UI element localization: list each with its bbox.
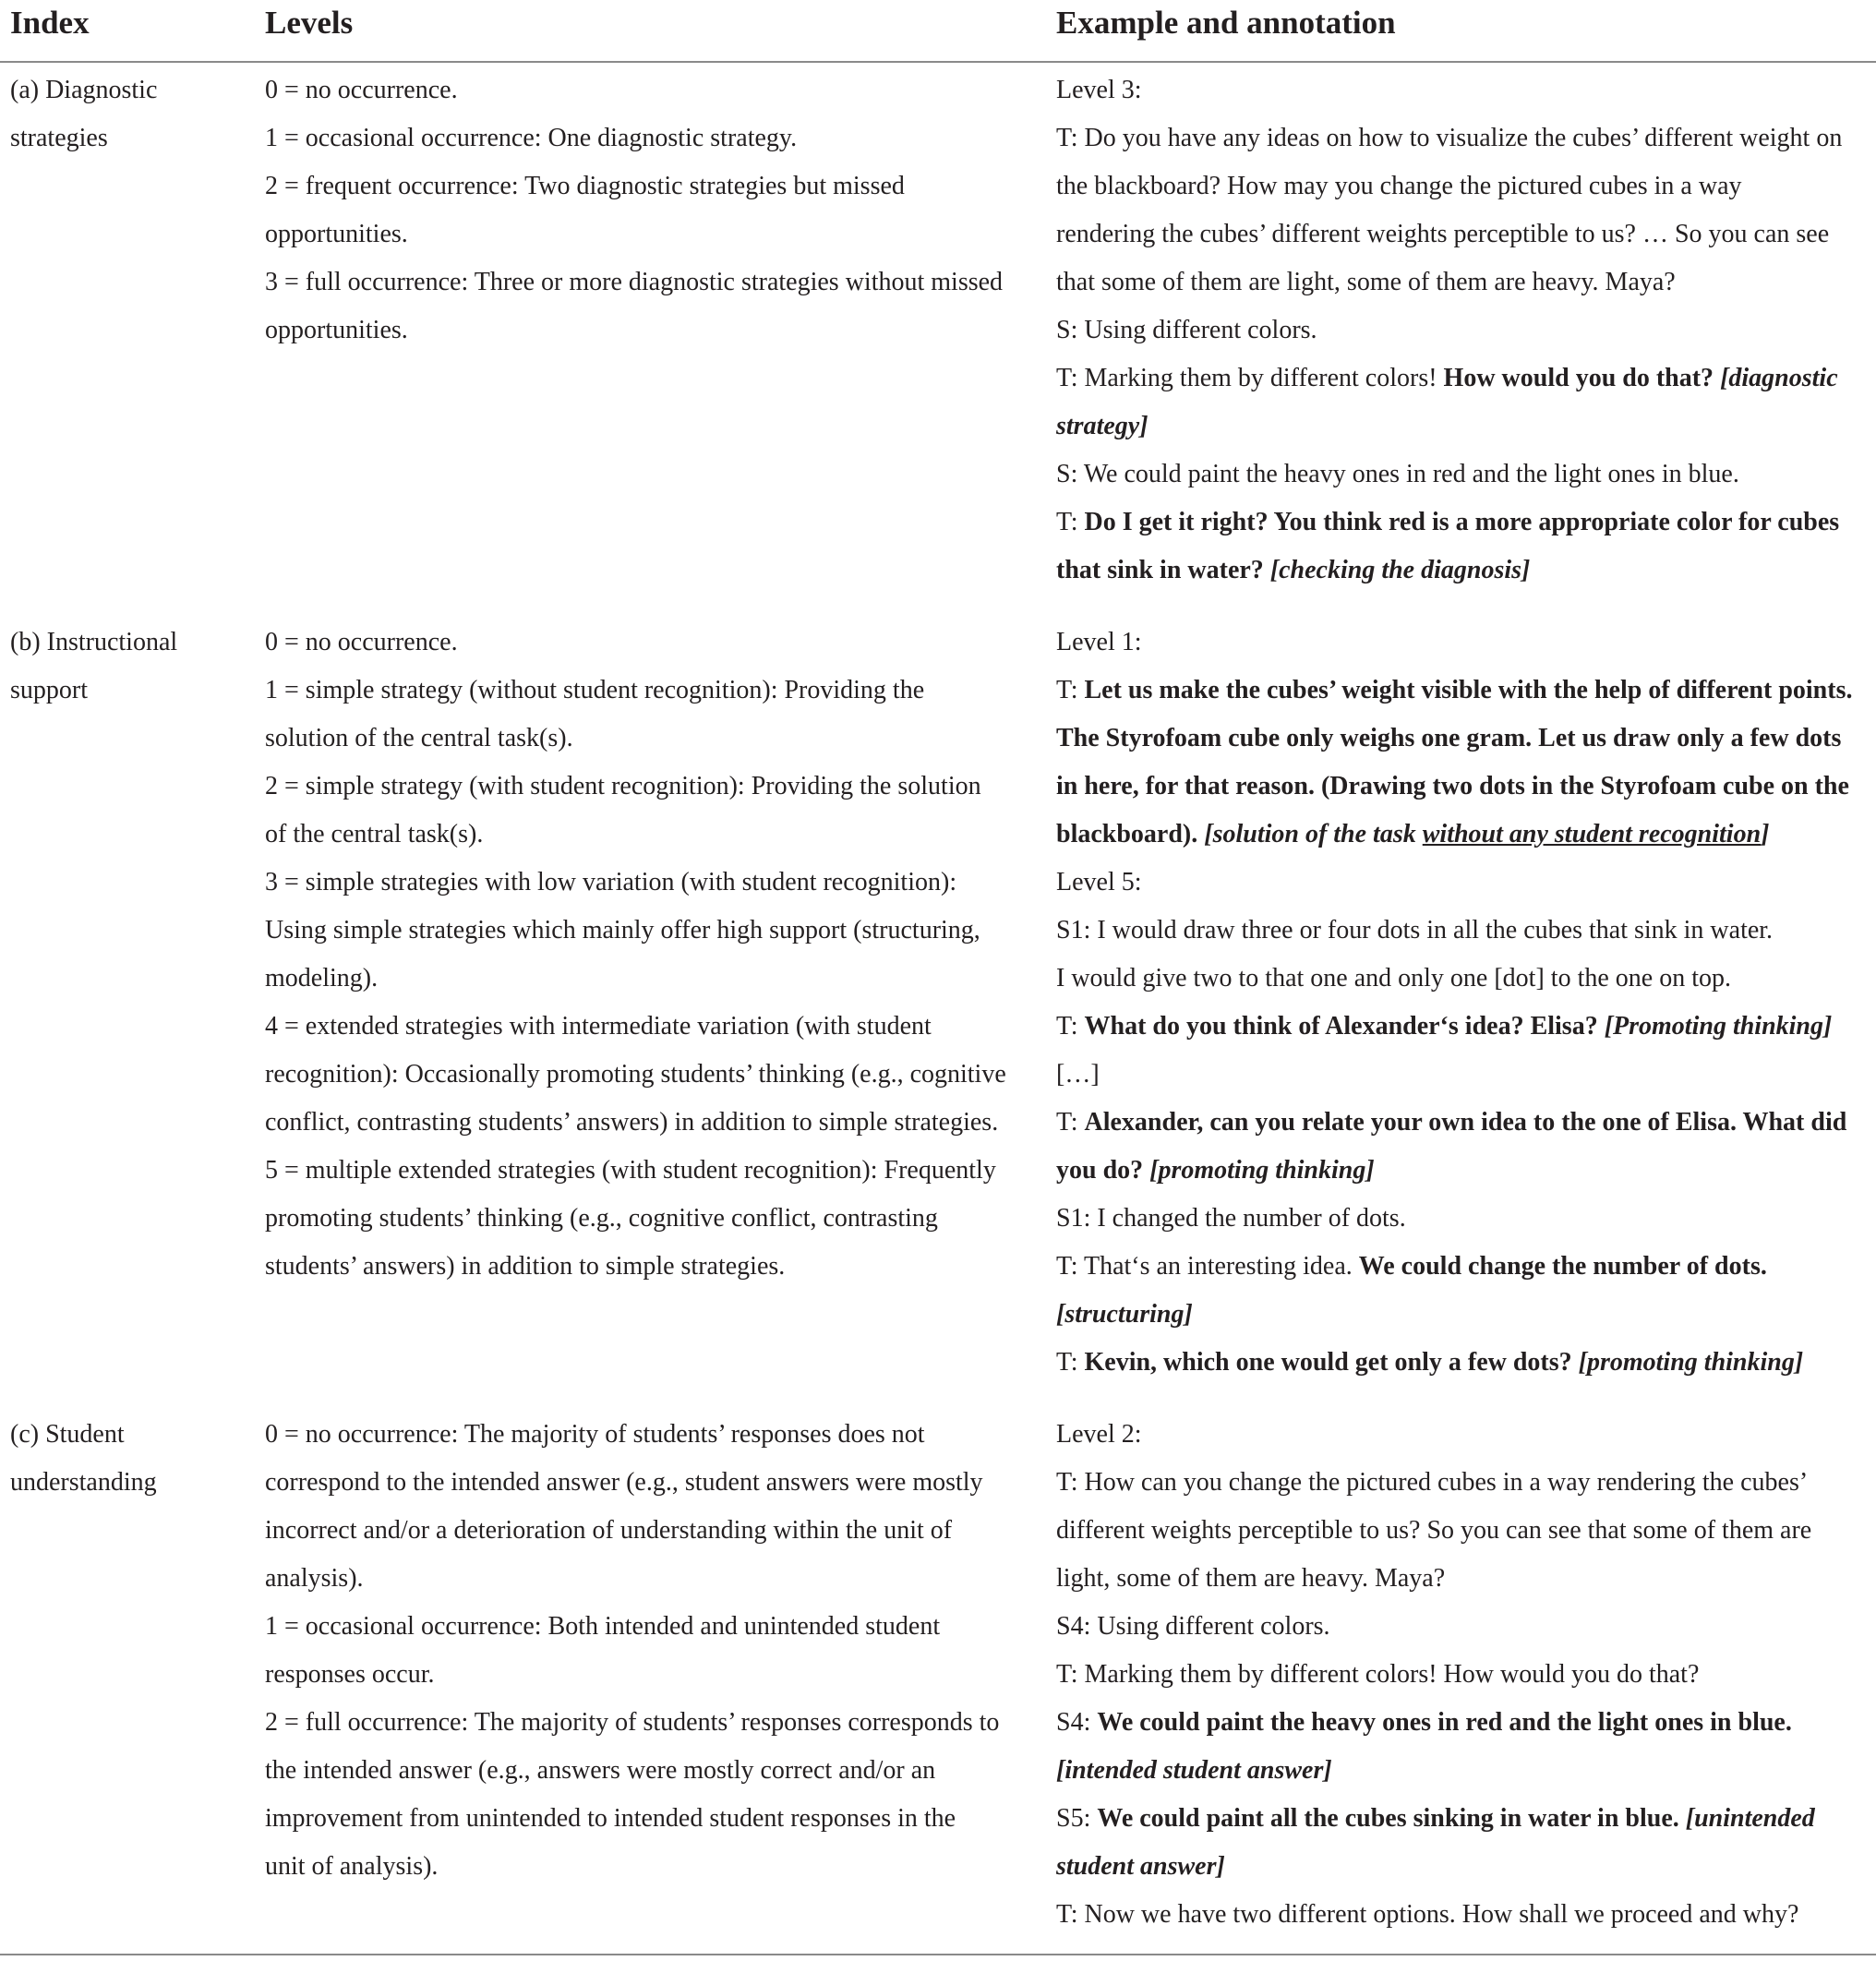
index-cell bbox=[10, 66, 241, 162]
example-line bbox=[1056, 1507, 1873, 1555]
text-segment: you do? bbox=[1056, 1156, 1150, 1185]
example-line bbox=[1056, 763, 1873, 811]
table-bottom-rule bbox=[0, 1954, 1876, 1955]
levels-line: 2 = frequent occurrence: Two diagnostic strategies but missed bbox=[265, 172, 905, 200]
example-line bbox=[1056, 1003, 1873, 1051]
text-segment: different weights perceptible to us? So you can see that some of them are bbox=[1056, 1516, 1812, 1545]
text-segment: [diagnostic bbox=[1720, 364, 1838, 392]
levels-cell bbox=[265, 1411, 1036, 1891]
example-line bbox=[1056, 1699, 1873, 1747]
levels-line: incorrect and/or a deterioration of understanding within the unit of bbox=[265, 1516, 953, 1545]
text-segment: We could paint the heavy ones in red and the light ones in blue. bbox=[1097, 1708, 1792, 1737]
levels-line: 4 = extended strategies with intermediate variation (with student bbox=[265, 1012, 932, 1041]
levels-line: solution of the central task(s). bbox=[265, 724, 573, 752]
example-line bbox=[1056, 955, 1873, 1003]
text-segment: T: bbox=[1056, 1108, 1085, 1137]
text-segment: S5: bbox=[1056, 1804, 1098, 1833]
levels-line: 2 = full occurrence: The majority of students’ responses corresponds to bbox=[265, 1708, 1000, 1737]
text-segment: The Styrofoam cube only weighs one gram. Let us draw only a few dots bbox=[1056, 724, 1842, 752]
text-segment: Let us make the cubes’ weight visible with the help of different points. bbox=[1084, 676, 1853, 704]
index-line: understanding bbox=[10, 1468, 157, 1497]
header-index: Index bbox=[10, 5, 90, 41]
index-line: (b) Instructional bbox=[10, 628, 178, 656]
header-example: Example and annotation bbox=[1056, 5, 1396, 41]
example-line bbox=[1056, 859, 1873, 907]
text-segment: I would give two to that one and only one [dot] to the one on top. bbox=[1056, 964, 1731, 993]
levels-line: opportunities. bbox=[265, 316, 408, 344]
example-line bbox=[1056, 1147, 1873, 1195]
index-line: support bbox=[10, 676, 88, 704]
example-cell bbox=[1056, 619, 1873, 1387]
text-segment: What do you think of Alexander‘s idea? Elisa? bbox=[1084, 1012, 1605, 1041]
example-line bbox=[1056, 1051, 1873, 1099]
text-segment: Level 5: bbox=[1056, 868, 1142, 896]
text-segment: T: bbox=[1056, 508, 1085, 536]
text-segment: T: That‘s an interesting idea. bbox=[1056, 1252, 1359, 1281]
index-line: strategies bbox=[10, 124, 108, 152]
example-line bbox=[1056, 1795, 1873, 1843]
text-segment: T: bbox=[1056, 676, 1085, 704]
index-line: (a) Diagnostic bbox=[10, 76, 158, 104]
levels-line: responses occur. bbox=[265, 1660, 435, 1689]
table-header bbox=[0, 0, 1876, 63]
levels-line: 5 = multiple extended strategies (with student recognition): Frequently bbox=[265, 1156, 996, 1185]
levels-line: 0 = no occurrence. bbox=[265, 628, 458, 656]
levels-line: the intended answer (e.g., answers were mostly correct and/or an bbox=[265, 1756, 936, 1785]
levels-line: unit of analysis). bbox=[265, 1852, 439, 1881]
index-cell bbox=[10, 619, 241, 715]
example-line bbox=[1056, 1291, 1873, 1339]
levels-line: opportunities. bbox=[265, 220, 408, 248]
text-segment: in here, for that reason. (Drawing two dots in the Styrofoam cube on the bbox=[1056, 772, 1849, 800]
text-segment: Level 1: bbox=[1056, 628, 1142, 656]
levels-line: analysis). bbox=[265, 1564, 364, 1593]
text-segment: T: Marking them by different colors! bbox=[1056, 364, 1444, 392]
text-segment: We could change the number of dots. bbox=[1358, 1252, 1767, 1281]
text-segment: T: Now we have two different options. How shall we proceed and why? bbox=[1056, 1900, 1799, 1929]
levels-line: modeling). bbox=[265, 964, 379, 993]
example-line bbox=[1056, 1099, 1873, 1147]
example-line bbox=[1056, 1555, 1873, 1603]
text-segment: S1: I changed the number of dots. bbox=[1056, 1204, 1406, 1233]
text-segment: Level 2: bbox=[1056, 1420, 1142, 1449]
text-segment: S: We could paint the heavy ones in red and the light ones in blue. bbox=[1056, 460, 1739, 488]
example-line bbox=[1056, 811, 1873, 859]
levels-line: students’ answers) in addition to simple strategies. bbox=[265, 1252, 786, 1281]
example-line bbox=[1056, 403, 1873, 451]
text-segment: T: Marking them by different colors! How would you do that? bbox=[1056, 1660, 1700, 1689]
levels-line: Using simple strategies which mainly offer high support (structuring, bbox=[265, 916, 980, 944]
text-segment: [promoting thinking] bbox=[1149, 1156, 1375, 1185]
levels-cell bbox=[265, 66, 1036, 355]
levels-line: 3 = full occurrence: Three or more diagnostic strategies without missed bbox=[265, 268, 1004, 296]
text-segment: S1: I would draw three or four dots in all the cubes that sink in water. bbox=[1056, 916, 1774, 944]
levels-cell bbox=[265, 619, 1036, 1291]
example-cell bbox=[1056, 1411, 1873, 1939]
example-line bbox=[1056, 307, 1873, 355]
example-line bbox=[1056, 1747, 1873, 1795]
example-line bbox=[1056, 667, 1873, 715]
example-line bbox=[1056, 1243, 1873, 1291]
text-segment: Do I get it right? You think red is a more appropriate color for cubes bbox=[1084, 508, 1840, 536]
example-line bbox=[1056, 211, 1873, 259]
text-segment: T: Do you have any ideas on how to visualize the cubes’ different weight on bbox=[1056, 124, 1843, 152]
levels-line: 1 = simple strategy (without student recognition): Providing the bbox=[265, 676, 925, 704]
example-line bbox=[1056, 355, 1873, 403]
text-segment: Kevin, which one would get only a few dots? bbox=[1084, 1348, 1579, 1377]
text-segment: without any student recognition bbox=[1422, 820, 1762, 848]
text-segment: [unintended bbox=[1685, 1804, 1815, 1833]
index-line: (c) Student bbox=[10, 1420, 125, 1449]
levels-line: correspond to the intended answer (e.g., student answers were mostly bbox=[265, 1468, 983, 1497]
text-segment: that some of them are light, some of them are heavy. Maya? bbox=[1056, 268, 1676, 296]
text-segment: We could paint all the cubes sinking in water in blue. bbox=[1097, 1804, 1686, 1833]
example-line bbox=[1056, 1459, 1873, 1507]
header-levels: Levels bbox=[265, 5, 354, 41]
example-line bbox=[1056, 1603, 1873, 1651]
levels-line: of the central task(s). bbox=[265, 820, 484, 848]
text-segment: […] bbox=[1056, 1060, 1100, 1089]
text-segment: S: Using different colors. bbox=[1056, 316, 1317, 344]
index-cell bbox=[10, 1411, 241, 1507]
levels-line: promoting students’ thinking (e.g., cognitive conflict, contrasting bbox=[265, 1204, 938, 1233]
levels-line: improvement from unintended to intended student responses in the bbox=[265, 1804, 956, 1833]
example-line bbox=[1056, 715, 1873, 763]
example-line bbox=[1056, 66, 1873, 114]
text-segment: that sink in water? bbox=[1056, 556, 1270, 584]
text-segment: T: bbox=[1056, 1348, 1085, 1377]
levels-line: conflict, contrasting students’ answers) in addition to simple strategies. bbox=[265, 1108, 999, 1137]
text-segment: [promoting thinking] bbox=[1578, 1348, 1804, 1377]
example-line bbox=[1056, 114, 1873, 162]
text-segment: light, some of them are heavy. Maya? bbox=[1056, 1564, 1446, 1593]
text-segment: [checking the diagnosis] bbox=[1269, 556, 1531, 584]
example-line bbox=[1056, 1651, 1873, 1699]
levels-line: recognition): Occasionally promoting students’ thinking (e.g., cognitive bbox=[265, 1060, 1006, 1089]
text-segment: Alexander, can you relate your own idea to the one of Elisa. What did bbox=[1084, 1108, 1847, 1137]
text-segment: S4: Using different colors. bbox=[1056, 1612, 1330, 1641]
text-segment: [intended student answer] bbox=[1056, 1756, 1332, 1785]
levels-line: 0 = no occurrence: The majority of students’ responses does not bbox=[265, 1420, 925, 1449]
levels-line: 1 = occasional occurrence: Both intended and unintended student bbox=[265, 1612, 941, 1641]
text-segment: rendering the cubes’ different weights perceptible to us? … So you can see bbox=[1056, 220, 1830, 248]
example-line bbox=[1056, 907, 1873, 955]
example-line bbox=[1056, 1195, 1873, 1243]
example-line bbox=[1056, 162, 1873, 211]
text-segment: the blackboard? How may you change the pictured cubes in a way bbox=[1056, 172, 1742, 200]
text-segment: ] bbox=[1761, 820, 1770, 848]
text-segment: S4: bbox=[1056, 1708, 1098, 1737]
example-line bbox=[1056, 259, 1873, 307]
text-segment: [solution of the task bbox=[1204, 820, 1423, 848]
text-segment: student answer] bbox=[1056, 1852, 1225, 1881]
levels-line: 1 = occasional occurrence: One diagnostic strategy. bbox=[265, 124, 798, 152]
text-segment: [Promoting thinking] bbox=[1604, 1012, 1833, 1041]
levels-line: 3 = simple strategies with low variation (with student recognition): bbox=[265, 868, 957, 896]
example-line bbox=[1056, 547, 1873, 595]
example-line bbox=[1056, 1843, 1873, 1891]
example-line bbox=[1056, 1891, 1873, 1939]
example-line bbox=[1056, 619, 1873, 667]
text-segment: [structuring] bbox=[1056, 1300, 1193, 1329]
text-segment: strategy] bbox=[1056, 412, 1148, 440]
example-cell bbox=[1056, 66, 1873, 595]
example-line bbox=[1056, 499, 1873, 547]
levels-line: 0 = no occurrence. bbox=[265, 76, 458, 104]
example-line bbox=[1056, 1339, 1873, 1387]
text-segment: T: How can you change the pictured cubes in a way rendering the cubes’ bbox=[1056, 1468, 1809, 1497]
text-segment: T: bbox=[1056, 1012, 1085, 1041]
example-line bbox=[1056, 1411, 1873, 1459]
text-segment: Level 3: bbox=[1056, 76, 1142, 104]
example-line bbox=[1056, 451, 1873, 499]
text-segment: blackboard). bbox=[1056, 820, 1205, 848]
levels-line: 2 = simple strategy (with student recognition): Providing the solution bbox=[265, 772, 981, 800]
text-segment: How would you do that? bbox=[1443, 364, 1721, 392]
